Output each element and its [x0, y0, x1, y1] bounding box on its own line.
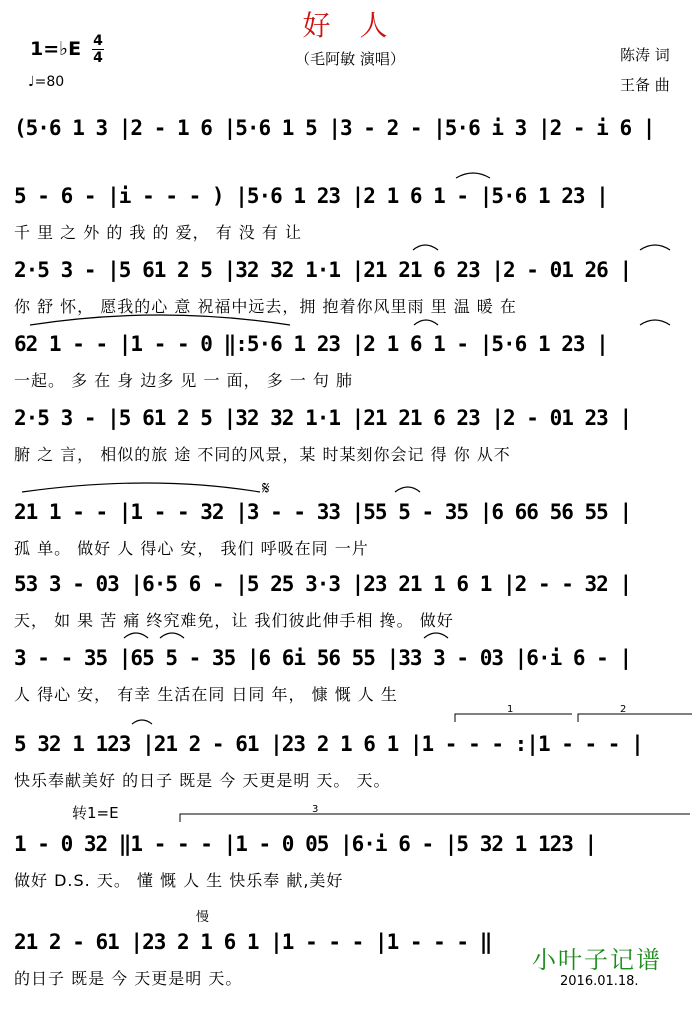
notation-row-10: 1 - 0 32 ‖1 - - - |1 - 0 05 |6·i 6 - |5 32 1 123 | [14, 832, 597, 856]
time-signature-top: 4 [93, 33, 103, 49]
singer-credit: （毛阿敏 演唱） [295, 50, 405, 68]
notation-row-4: 62 1 - - |1 - - 0 ‖:5·6 1 23 |2 1 6 1 - |5·6 1 23 | [14, 332, 608, 356]
notation-row-9: 5 32 1 123 |21 2 - 61 |23 2 1 6 1 |1 - - - :|1 - - - | [14, 732, 643, 756]
lyrics-row-9: 快乐奉献美好 的日子 既是 今 天更是明 天。 天。 [14, 771, 391, 790]
volta-1-label: 1 [507, 704, 514, 715]
lyrics-row-8: 人 得心 安， 有幸 生活在同 日同 年， 慷 慨 人 生 [14, 685, 398, 704]
key-change-mark: 转1=E [72, 804, 119, 822]
lyrics-row-5: 腑 之 言， 相似的旅 途 不同的风景，某 时某刻你会记 得 你 从不 [14, 445, 511, 464]
volta-2-bracket [578, 714, 692, 722]
notation-row-11: 21 2 - 61 |23 2 1 6 1 |1 - - - |1 - - - ‖ [14, 930, 492, 954]
lyricist-credit: 陈涛 词 [620, 46, 670, 64]
time-signature-bottom: 4 [93, 50, 103, 66]
lyrics-row-4: 一起。 多 在 身 边多 见 一 面， 多 一 句 肺 [14, 371, 353, 390]
notation-row-2: 5 - 6 - |i - - - ) |5·6 1 23 |2 1 6 1 - |5·6 1 23 | [14, 184, 608, 208]
notation-row-8: 3 - - 35 |65 5 - 35 |6 6i 56 55 |33 3 - 03 |6·i 6 - | [14, 646, 632, 670]
notation-row-5: 2·5 3 - |5 61 2 5 |32 32 1·1 |21 21 6 23 |2 - 01 23 | [14, 406, 632, 430]
segno-sign: 𝄋 [262, 478, 270, 499]
slow-tempo-mark: 慢 [196, 910, 210, 925]
lyrics-row-7: 天， 如 果 苦 痛 终究难免，让 我们彼此伸手相 搀。 做好 [14, 611, 454, 630]
lyrics-row-2: 千 里 之 外 的 我 的 爱， 有 没 有 让 [14, 223, 302, 242]
tempo-mark: ♩=80 [28, 74, 65, 90]
lyrics-row-10: 做好 D.S. 天。 懂 慨 人 生 快乐奉 献,美好 [14, 871, 344, 890]
notation-row-7: 53 3 - 03 |6·5 6 - |5 25 3·3 |23 21 1 6 1 |2 - - 32 | [14, 572, 632, 596]
volta-3-label: 3 [312, 804, 319, 815]
slur-marks [22, 173, 670, 724]
lyrics-row-6: 孤 单。 做好 人 得心 安， 我们 呼吸在同 一片 [14, 539, 369, 558]
song-title: 好 人 [302, 9, 398, 42]
notation-row-1: (5·6 1 3 |2 - 1 6 |5·6 1 5 |3 - 2 - |5·6 i 3 |2 - i 6 | [14, 116, 655, 140]
volta-3-bracket [180, 814, 690, 822]
volta-1-bracket [455, 714, 572, 722]
volta-2-label: 2 [620, 704, 627, 715]
notation-row-3: 2·5 3 - |5 61 2 5 |32 32 1·1 |21 21 6 23 |2 - 01 26 | [14, 258, 632, 282]
key-signature: 1=♭E [30, 38, 82, 60]
notation-row-6: 21 1 - - |1 - - 32 |3 - - 33 |55 5 - 35 |6 66 56 55 | [14, 500, 632, 524]
transcriber-watermark: 小叶子记谱 [532, 946, 662, 974]
lyrics-row-3: 你 舒 怀， 愿我的心 意 祝福中远去，拥 抱着你风里雨 里 温 暖 在 [14, 297, 517, 316]
lyrics-row-11: 的日子 既是 今 天更是明 天。 [14, 969, 243, 988]
composer-credit: 王备 曲 [620, 76, 670, 94]
transcription-date: 2016.01.18. [560, 974, 639, 989]
